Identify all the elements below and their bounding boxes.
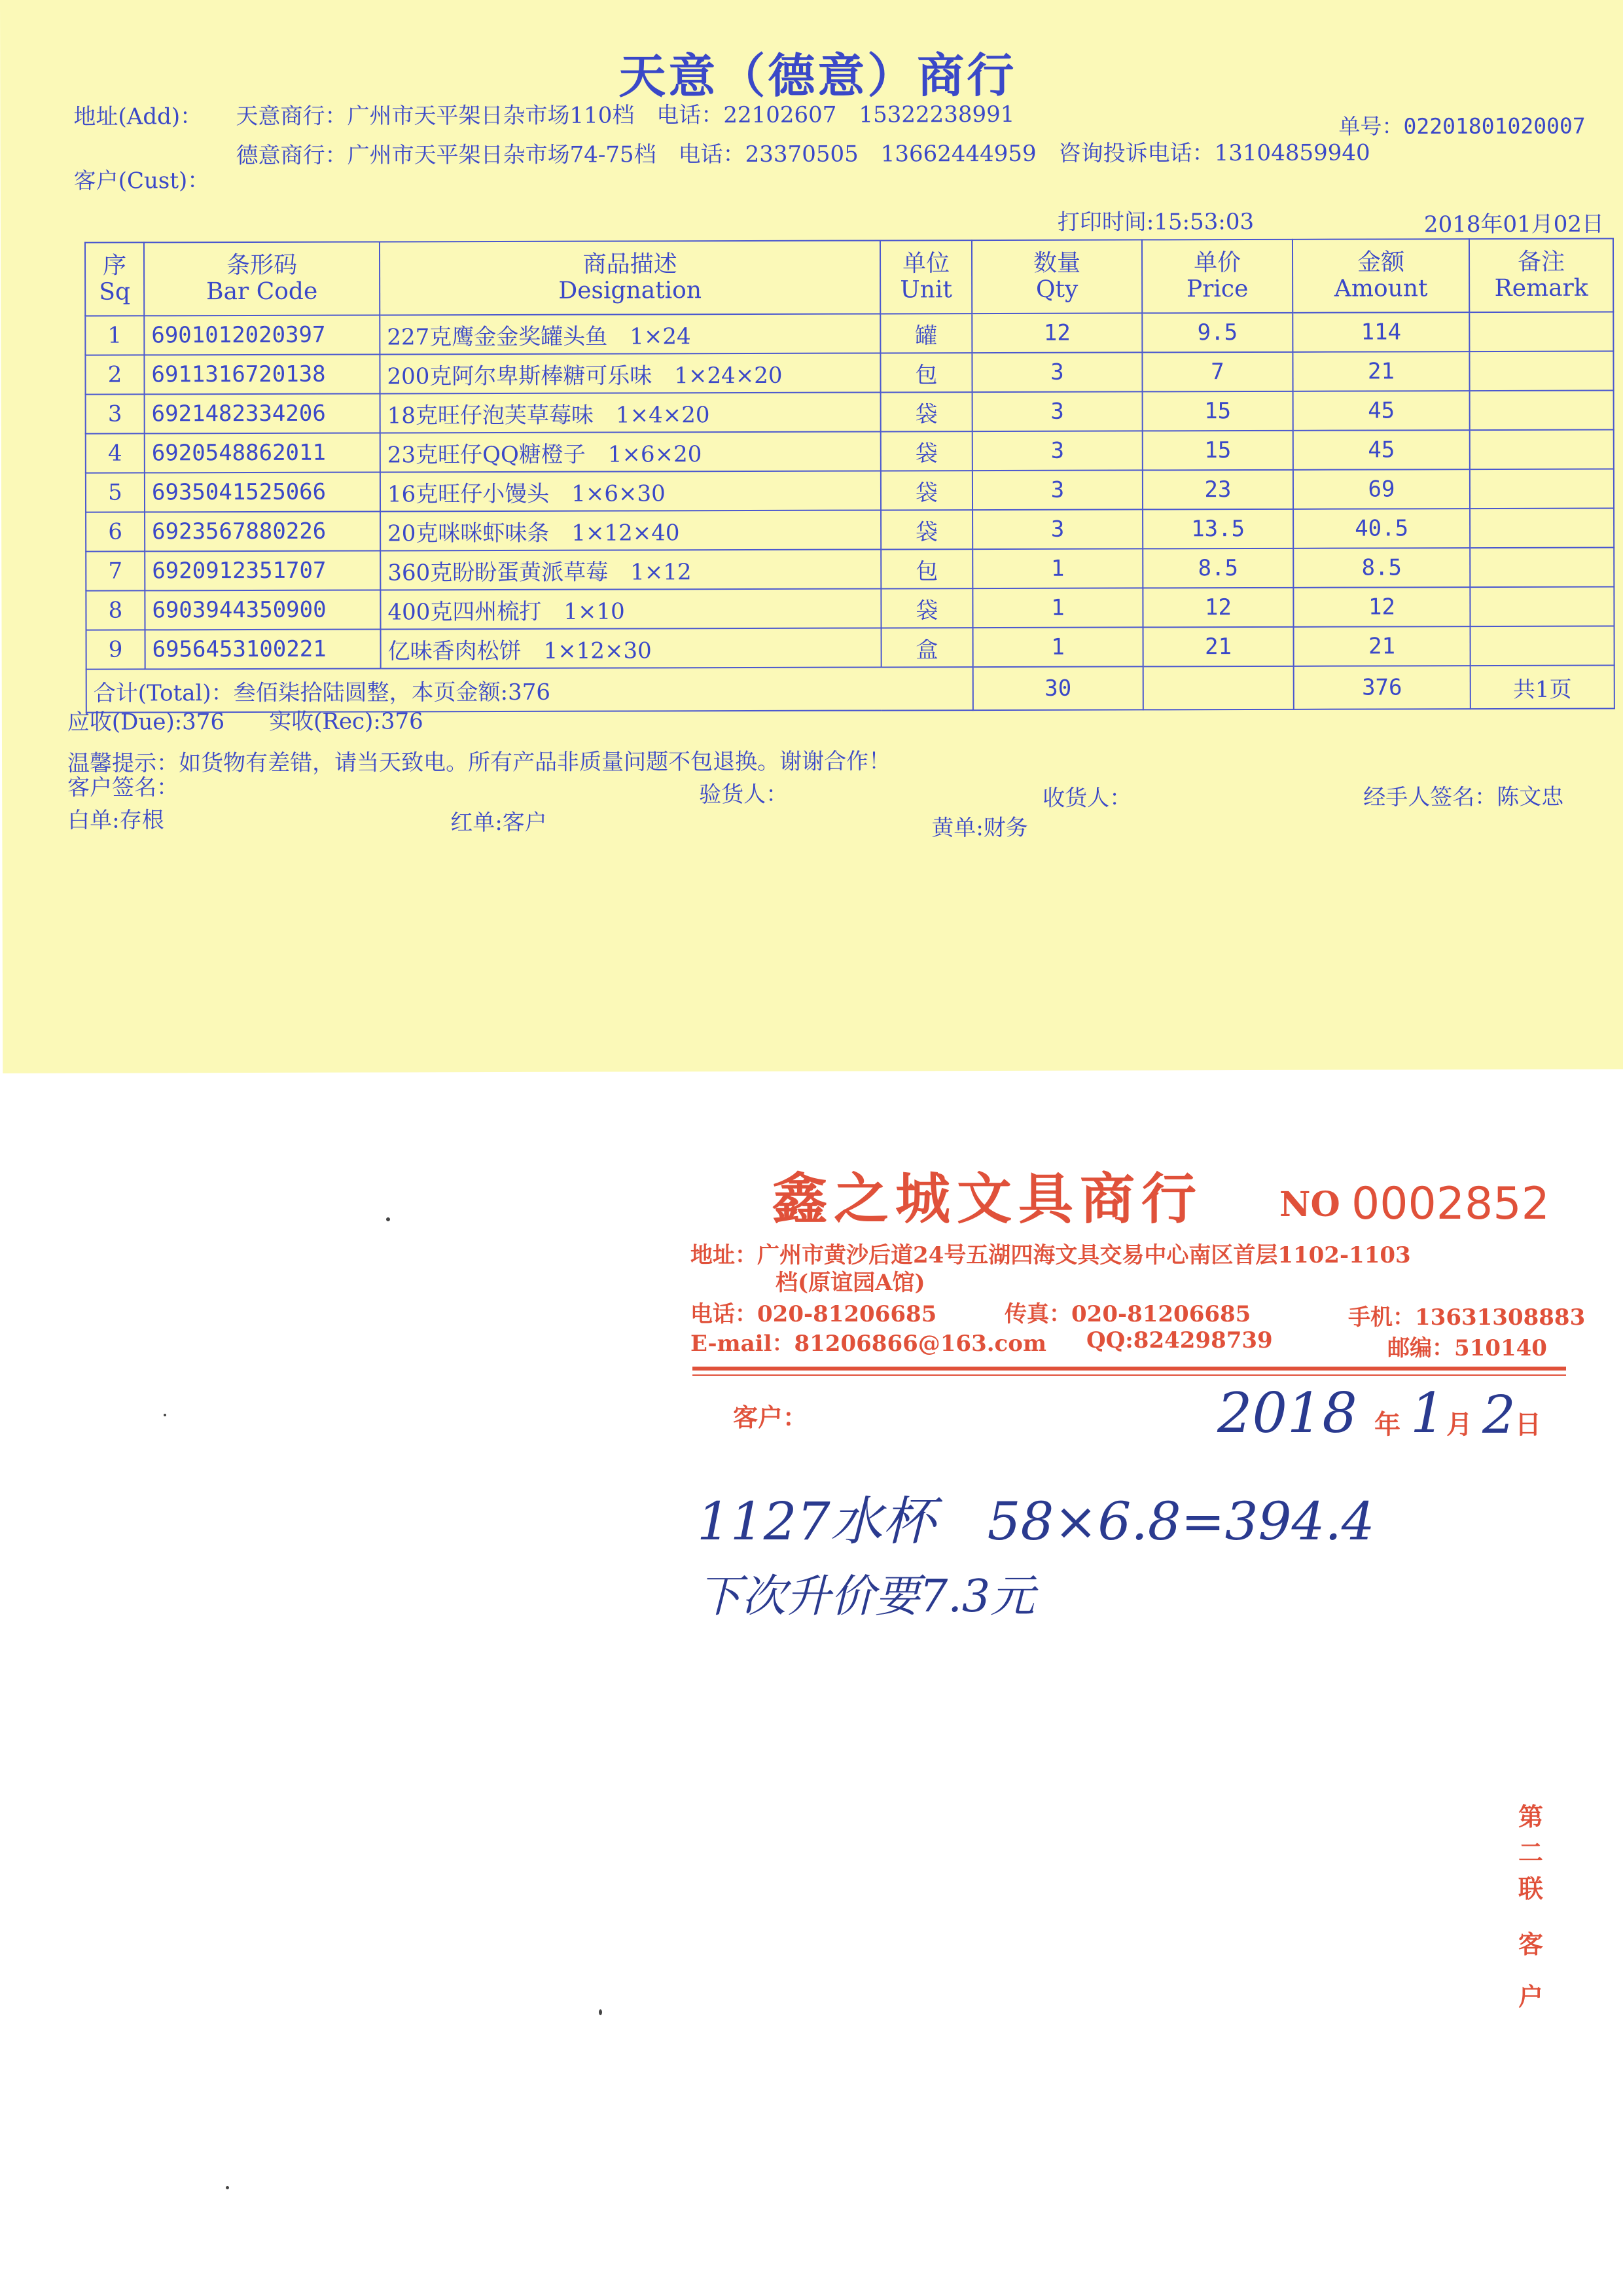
scan-speck bbox=[164, 1414, 166, 1416]
item-unit: 罐 bbox=[880, 314, 972, 353]
scan-speck bbox=[599, 2009, 602, 2015]
item-price: 15 bbox=[1143, 391, 1293, 431]
telephone: 电话：020-81206685 bbox=[690, 1301, 937, 1327]
item-barcode: 6935041525066 bbox=[145, 472, 380, 512]
item-qty: 12 bbox=[972, 313, 1142, 353]
item-remark bbox=[1470, 587, 1614, 627]
header-price: 单价 Price bbox=[1142, 240, 1293, 314]
postcode: 邮编：510140 bbox=[1387, 1335, 1547, 1361]
item-remark bbox=[1470, 548, 1614, 588]
mobile: 手机：13631308883 bbox=[1348, 1304, 1586, 1331]
address-line1: 地址：广州市黄沙后道24号五湖四海文具交易中心南区首层1102-1103 bbox=[690, 1242, 1411, 1268]
item-designation: 16克旺仔小馒头 1×6×30 bbox=[380, 471, 881, 511]
item-unit: 包 bbox=[881, 549, 972, 588]
header-qty: 数量 Qty bbox=[972, 240, 1142, 314]
item-qty: 1 bbox=[973, 627, 1143, 667]
item-barcode: 6901012020397 bbox=[144, 315, 380, 355]
table-row bbox=[86, 587, 1614, 630]
handwritten-line1: 1127水杯 58×6.8=394.4 bbox=[697, 1491, 1375, 1552]
fax: 传真：020-81206685 bbox=[1005, 1301, 1251, 1327]
item-price: 8.5 bbox=[1143, 548, 1293, 588]
item-qty: 3 bbox=[972, 470, 1143, 510]
item-amount: 12 bbox=[1293, 587, 1470, 627]
item-remark bbox=[1470, 430, 1614, 470]
page-count: 共1页 bbox=[1471, 666, 1614, 709]
item-sq: 2 bbox=[85, 355, 144, 394]
item-price: 13.5 bbox=[1143, 509, 1293, 549]
customer-label: 客户(Cust)： bbox=[73, 168, 210, 194]
email: E-mail：81206866@163.com bbox=[690, 1331, 1046, 1357]
table-row bbox=[86, 469, 1614, 512]
item-barcode: 6911316720138 bbox=[144, 354, 380, 394]
item-qty: 1 bbox=[972, 588, 1143, 628]
store2-address: 德意商行：广州市天平架日杂市场74-75档 电话：23370505 13662444959 咨询投诉电话：13104859940 bbox=[236, 139, 1370, 170]
item-qty: 3 bbox=[972, 352, 1142, 392]
item-sq: 6 bbox=[86, 512, 145, 551]
handwritten-line2: 下次升价要7.3元 bbox=[697, 1571, 1035, 1623]
handwritten-year: 2018 bbox=[1217, 1381, 1357, 1445]
item-qty: 3 bbox=[972, 391, 1143, 431]
side-note-1: 第 bbox=[1518, 1802, 1544, 1831]
total-text: 合计(Total)：叁佰柒拾陆圆整，本页金额:376 bbox=[86, 667, 973, 713]
customer-signature-label: 客户签名： bbox=[67, 774, 179, 801]
item-amount: 21 bbox=[1293, 351, 1469, 391]
item-unit: 盒 bbox=[882, 628, 973, 667]
item-amount: 45 bbox=[1293, 430, 1470, 470]
item-sq: 7 bbox=[86, 551, 145, 590]
item-barcode: 6921482334206 bbox=[145, 393, 380, 433]
header-amount: 金额 Amount bbox=[1293, 239, 1469, 313]
order-number: 单号：02201801020007 bbox=[1338, 113, 1586, 139]
item-barcode: 6956453100221 bbox=[145, 629, 381, 669]
scan-speck bbox=[226, 2186, 229, 2189]
item-unit: 包 bbox=[880, 353, 972, 392]
total-qty: 30 bbox=[973, 666, 1143, 710]
day-unit: 日 bbox=[1515, 1409, 1541, 1440]
total-spacer bbox=[1143, 666, 1294, 710]
table-row bbox=[86, 548, 1614, 591]
item-barcode: 6920912351707 bbox=[145, 550, 380, 590]
items-table bbox=[84, 238, 1615, 713]
copy-red: 红单:客户 bbox=[450, 809, 547, 836]
item-remark bbox=[1470, 509, 1614, 548]
side-note-5: 户 bbox=[1518, 1982, 1544, 2011]
item-amount: 21 bbox=[1294, 626, 1471, 666]
item-amount: 45 bbox=[1293, 391, 1470, 431]
header-remark: 备注 Remark bbox=[1469, 239, 1613, 313]
item-unit: 袋 bbox=[881, 471, 972, 510]
handwritten-month: 1 bbox=[1410, 1381, 1446, 1445]
item-price: 12 bbox=[1143, 588, 1293, 628]
item-sq: 3 bbox=[86, 394, 145, 433]
item-barcode: 6923567880226 bbox=[145, 511, 380, 551]
item-designation: 20克咪咪虾味条 1×12×40 bbox=[380, 510, 881, 550]
header-unit: 单位 Unit bbox=[880, 240, 972, 314]
item-designation: 18克旺仔泡芙草莓味 1×4×20 bbox=[380, 392, 881, 433]
store1-address: 天意商行：广州市天平架日杂市场110档 电话：22102607 15322238991 bbox=[236, 101, 1015, 130]
print-time: 打印时间:15:53:03 bbox=[1057, 208, 1255, 236]
table-row bbox=[86, 509, 1614, 552]
address-label: 地址(Add)： bbox=[73, 103, 203, 130]
item-price: 23 bbox=[1143, 470, 1293, 510]
item-designation: 200克阿尔卑斯棒糖可乐味 1×24×20 bbox=[380, 353, 880, 393]
address-line2: 档(原谊园A馆) bbox=[776, 1270, 925, 1296]
qq: QQ:824298739 bbox=[1086, 1327, 1273, 1354]
item-designation: 360克盼盼蛋黄派草莓 1×12 bbox=[380, 549, 881, 590]
item-amount: 40.5 bbox=[1293, 509, 1470, 548]
item-sq: 5 bbox=[86, 473, 145, 512]
item-remark bbox=[1470, 469, 1614, 509]
total-row bbox=[86, 666, 1614, 713]
item-qty: 3 bbox=[972, 509, 1143, 549]
side-note-4: 客 bbox=[1518, 1929, 1544, 1959]
no-label: NO bbox=[1279, 1185, 1340, 1225]
table-row bbox=[86, 430, 1614, 473]
table-row bbox=[86, 391, 1614, 434]
item-price: 21 bbox=[1143, 627, 1294, 667]
item-unit: 袋 bbox=[881, 392, 972, 431]
item-designation: 亿味香肉松饼 1×12×30 bbox=[381, 628, 882, 668]
notice: 温馨提示：如货物有差错，请当天致电。所有产品非质量问题不包退换。谢谢合作！ bbox=[67, 748, 891, 777]
receipt-date: 2018年01月02日 bbox=[1423, 211, 1605, 238]
header-sq: 序 Sq bbox=[85, 242, 144, 315]
scan-speck bbox=[386, 1217, 390, 1221]
shop-title: 鑫之城文具商行 bbox=[772, 1166, 1204, 1231]
month-unit: 月 bbox=[1446, 1409, 1472, 1440]
item-amount: 114 bbox=[1293, 312, 1469, 352]
item-price: 15 bbox=[1143, 431, 1293, 471]
item-remark bbox=[1471, 626, 1614, 666]
copy-yellow: 黄单:财务 bbox=[931, 814, 1028, 842]
header-designation: 商品描述 Designation bbox=[380, 240, 880, 315]
item-amount: 69 bbox=[1293, 469, 1470, 509]
item-barcode: 6903944350900 bbox=[145, 590, 380, 630]
year-unit: 年 bbox=[1374, 1409, 1400, 1440]
item-unit: 袋 bbox=[881, 431, 972, 471]
table-row bbox=[85, 312, 1613, 355]
item-designation: 23克旺仔QQ糖橙子 1×6×20 bbox=[380, 431, 881, 472]
item-designation: 400克四州梳打 1×10 bbox=[380, 588, 881, 629]
receiver-label: 收货人： bbox=[1043, 785, 1132, 812]
header-rule-thick bbox=[692, 1367, 1566, 1371]
item-unit: 袋 bbox=[881, 510, 972, 549]
items-body bbox=[85, 312, 1614, 670]
item-price: 9.5 bbox=[1142, 313, 1293, 353]
item-remark bbox=[1470, 391, 1614, 431]
item-qty: 3 bbox=[972, 431, 1143, 471]
table-row bbox=[85, 351, 1613, 395]
side-note-2: 二 bbox=[1518, 1838, 1544, 1867]
side-note-3: 联 bbox=[1518, 1874, 1544, 1903]
receipt-xinzhicheng bbox=[0, 1073, 1623, 2296]
header-rule-thin bbox=[692, 1374, 1566, 1376]
handwritten-day: 2 bbox=[1482, 1384, 1516, 1445]
item-sq: 4 bbox=[86, 433, 145, 473]
customer-label: 客户： bbox=[733, 1403, 808, 1432]
receipt-number: 0002852 bbox=[1351, 1178, 1550, 1230]
header-barcode: 条形码 Bar Code bbox=[144, 242, 380, 315]
item-amount: 8.5 bbox=[1293, 548, 1470, 588]
receipt-tianyi bbox=[0, 0, 1623, 1073]
total-amount: 376 bbox=[1294, 666, 1471, 709]
item-qty: 1 bbox=[972, 548, 1143, 588]
item-remark bbox=[1469, 351, 1613, 391]
item-price: 7 bbox=[1142, 352, 1293, 392]
item-unit: 袋 bbox=[881, 588, 972, 628]
item-sq: 1 bbox=[85, 315, 144, 355]
item-remark bbox=[1469, 312, 1613, 352]
table-header-row bbox=[85, 239, 1613, 316]
item-designation: 227克鹰金金奖罐头鱼 1×24 bbox=[380, 314, 880, 354]
item-sq: 9 bbox=[86, 630, 145, 669]
inspector-label: 验货人： bbox=[699, 781, 789, 808]
due-received: 应收(Due):376 实收(Rec):376 bbox=[67, 708, 423, 736]
item-barcode: 6920548862011 bbox=[145, 433, 380, 473]
table-row bbox=[86, 626, 1614, 670]
shop-title: 天意（德意）商行 bbox=[618, 46, 1017, 104]
copy-white: 白单:存根 bbox=[67, 807, 164, 834]
handler-signature: 经手人签名：陈文忠 bbox=[1363, 783, 1564, 811]
item-sq: 8 bbox=[86, 590, 145, 630]
